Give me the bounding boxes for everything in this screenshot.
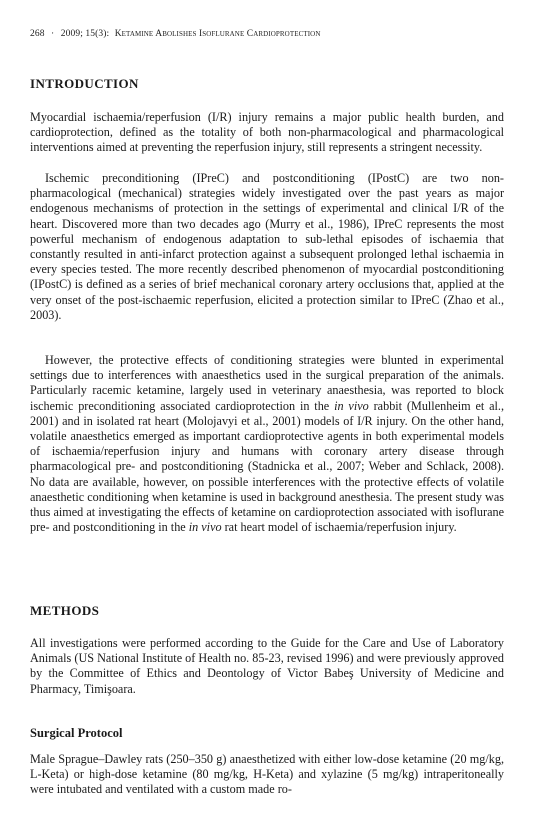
introduction-heading: INTRODUCTION: [30, 76, 139, 91]
running-title: Ketamine Abolishes Isoflurane Cardioprotection: [114, 29, 321, 39]
intro-p3-italic-2: in vivo: [188, 520, 222, 535]
methods-paragraph: All investigations were performed according to the Guide for the Care and Use of Laboratory Animals (US National Institute of Health no. 85-23, revised 1996) and were previously approved by the Committee of Ethics and Deontology of Victor Babeş University of Medicine and Pharmacy, Timişoara.: [30, 636, 504, 696]
intro-p3-text-1: However, the protective effects of conditioning strategies were blunted in experimental settings due to interferences with anaesthetics used in the surgical preparation of the animals. Particularly racemic ketamine, largely used in veterinary anaesthesia, was reported to block ischemic preconditioning associated cardioprotection in the: [30, 353, 504, 413]
intro-paragraph-1: Myocardial ischaemia/reperfusion (I/R) injury remains a major public health burden, and cardioprotection, defined as the totality of both non-pharmacological and pharmacological interventions aimed at preventing the reperfusion injury, still represents a stringent necessity.: [30, 110, 504, 155]
surgical-protocol-heading: Surgical Protocol: [30, 726, 123, 740]
intro-p3-text-2: rabbit (Mullenheim et al., 2001) and in isolated rat heart (Molojavyi et al., 2001) models of I/R injury. On the other hand, volatile anaesthetics emerged as important cardioprotective agents in both experimental models of ischaemia/reperfusion injury and humans with coronary artery disease through pharmacological pre- and postconditioning (Stadnicka et al., 2007; Weber and Schlack, 2008). No data are available, however, on possible interferences with the protective effects of volatile anaesthetic conditioning when ketamine is used in background anesthesia. The present study was thus aimed at investigating the effects of ketamine on cardioprotection associated with isoflurane pre- and postconditioning in the: [30, 398, 505, 535]
separator: ·: [51, 29, 55, 39]
intro-p3-text-3: rat heart model of ischaemia/reperfusion injury.: [221, 520, 457, 535]
citation: 2009; 15(3):: [60, 29, 110, 39]
page-number: 268: [30, 29, 45, 39]
methods-heading: METHODS: [30, 603, 100, 618]
running-head: [30, 29, 504, 39]
intro-p3-italic-1: in vivo: [334, 398, 369, 413]
intro-paragraph-3: [30, 353, 504, 535]
surgical-protocol-paragraph: Male Sprague–Dawley rats (250–350 g) anaesthetized with either low-dose ketamine (20 mg/kg, L-Keta) or high-dose ketamine (80 mg/kg, H-Keta) and xylazine (5 mg/kg) intraperitoneally were intubated and ventilated with a custom made ro-: [30, 752, 504, 797]
intro-paragraph-2: Ischemic preconditioning (IPreC) and postconditioning (IPostC) are two non-pharmacological (mechanical) strategies widely investigated over the past years as major endogenous mechanisms of protection in the settings of experimental and clinical I/R of the heart. Discovered more than two decades ago (Murry et al., 1986), IPreC represents the most powerful mechanism of endogenous adaptation to sub-lethal episodes of ischaemia that constantly resulted in anti-infarct protection against a subsequent prolonged lethal ischaemia in every species tested. The more recently described phenomenon of myocardial postconditioning (IPostC) is defined as a series of brief mechanical coronary artery occlusions that, applied at the very onset of the post-ischaemic reperfusion, elicited a protection similar to IPreC (Zhao et al., 2003).: [30, 171, 504, 322]
